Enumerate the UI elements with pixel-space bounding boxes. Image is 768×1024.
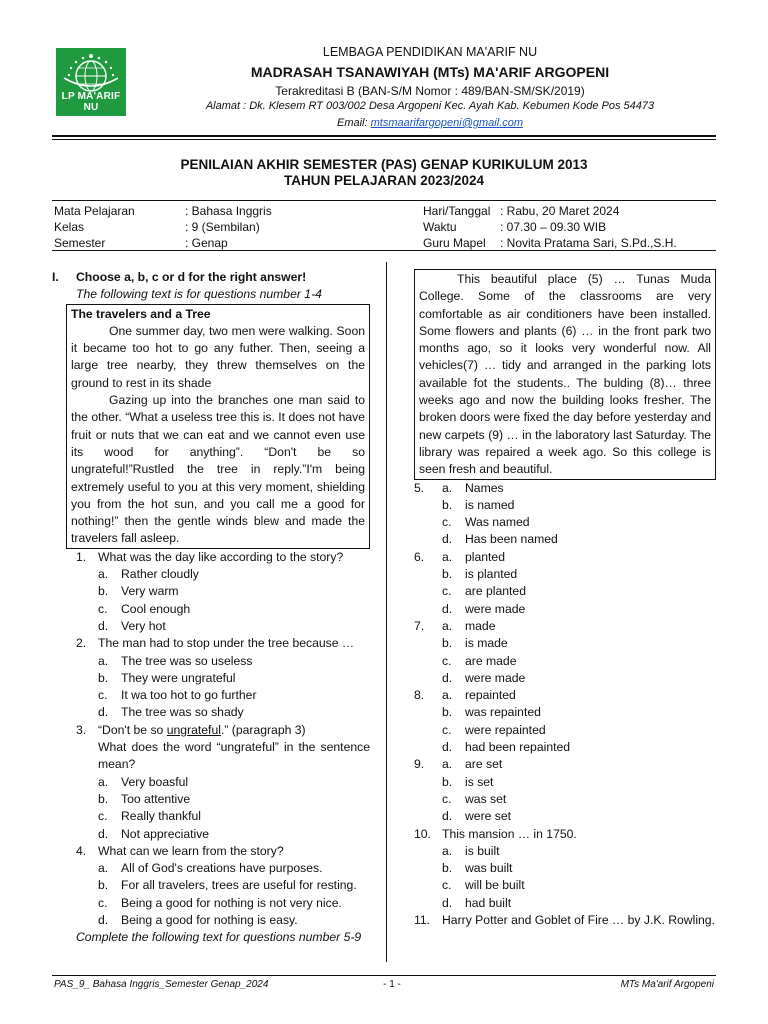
header-rule bbox=[52, 135, 716, 137]
option[interactable]: b. Very warm bbox=[98, 584, 179, 599]
option[interactable]: c. Was named bbox=[442, 515, 530, 530]
story-paragraph-1: One summer day, two men were walking. Soon it became too hot to go any futher. Then, seeing a large tree nearby, they threw themselves on the ground to rest in its shade bbox=[71, 323, 365, 390]
option[interactable]: 7. a. made bbox=[414, 618, 716, 635]
info-rule-top bbox=[52, 200, 716, 201]
class-label: Kelas bbox=[54, 220, 85, 234]
info-rule-bottom bbox=[52, 250, 716, 251]
question-number: 8. bbox=[414, 688, 425, 703]
exam-year: TAHUN PELAJARAN 2023/2024 bbox=[283, 173, 485, 188]
question-text: This mansion … in 1750. bbox=[442, 826, 577, 841]
section-instruction: Choose a, b, c or d for the right answer! bbox=[76, 270, 307, 284]
time-label: Waktu bbox=[423, 220, 457, 234]
info-values-left bbox=[185, 203, 272, 251]
option[interactable]: a. Rather cloudly bbox=[98, 567, 199, 582]
address: Alamat : Dk. Klesem RT 003/002 Desa Argopeni Kec. Ayah Kab. Kebumen Kode Pos 54473 bbox=[205, 100, 655, 112]
accreditation: Terakreditasi B (BAN-S/M Nomor : 489/BAN-SM/SK/2019) bbox=[275, 84, 585, 98]
option[interactable]: a. is built bbox=[442, 843, 500, 858]
question-2 bbox=[52, 635, 370, 721]
option[interactable]: c. Really thankful bbox=[98, 809, 201, 824]
email-label: Email: bbox=[336, 117, 368, 129]
option[interactable]: c. Cool enough bbox=[98, 601, 191, 616]
info-labels-left bbox=[54, 203, 135, 251]
question-number: 11. bbox=[414, 912, 431, 927]
option[interactable]: 8. a. repainted bbox=[414, 687, 716, 704]
info-values-right bbox=[500, 203, 677, 251]
institution-name: LEMBAGA PENDIDIKAN MA'ARIF NU bbox=[322, 45, 538, 59]
passage2-note: Complete the following text for questions number 5-9 bbox=[76, 930, 362, 945]
option[interactable]: c. are made bbox=[442, 653, 517, 668]
school-logo bbox=[56, 48, 126, 116]
question-9 bbox=[414, 756, 716, 825]
option[interactable]: b. is planted bbox=[442, 567, 518, 582]
footer-right: MTs Ma'arif Argopeni bbox=[620, 979, 714, 990]
story-passage-box bbox=[66, 304, 370, 549]
class-value: : 9 (Sembilan) bbox=[185, 220, 260, 234]
right-column bbox=[414, 269, 716, 929]
option[interactable]: c. are planted bbox=[442, 584, 526, 599]
option[interactable]: a. Very boasful bbox=[98, 774, 189, 789]
header-rule-thin bbox=[52, 139, 716, 140]
question-number: 4. bbox=[76, 843, 87, 858]
section-heading bbox=[52, 269, 370, 286]
college-passage-box bbox=[414, 269, 716, 480]
option[interactable]: d. Has been named bbox=[442, 532, 558, 547]
section-number: I. bbox=[52, 270, 59, 284]
subject-value: : Bahasa Inggris bbox=[185, 204, 272, 218]
underlined-word: ungrateful bbox=[166, 722, 221, 737]
question-3: 3. “Don't be so ungrateful.” (paragraph 3) What does the word “ungrateful” in the sentence mean? a. Very boasful b. Too attentive c. Really thankful d. Not appreciative bbox=[52, 722, 370, 843]
exam-title: PENILAIAN AKHIR SEMESTER (PAS) GENAP KURIKULUM 2013 bbox=[180, 157, 588, 172]
date-value: : Rabu, 20 Maret 2024 bbox=[500, 204, 620, 218]
question-text: What does the word “ungrateful” in the sentence mean? bbox=[98, 740, 370, 772]
option[interactable]: a. The tree was so useless bbox=[98, 653, 253, 668]
option[interactable]: c. will be built bbox=[442, 878, 525, 893]
page-number: - 1 - bbox=[383, 979, 401, 990]
college-paragraph: This beautiful place (5) … Tunas Muda College. Some of the classrooms are very comfortable as air conditioners have been installed. Some flowers and plants (6) … in the front park two months ago, so it looks very wonderful now. All vehicles(7) … tidy and arranged in the parking lots available fot the students.. The bulding (8)… three weeks ago and now the building looks fresher. The broken doors were fixed the day before yesterday and new carpets (9) … in the laboratory last Saturday. The library was repaired a week ago. So this college is seen fresh and beautiful. bbox=[419, 272, 711, 477]
question-number: 7. bbox=[414, 618, 425, 633]
semester-label: Semester bbox=[54, 236, 106, 250]
school-name: MADRASAH TSANAWIYAH (MTs) MA'ARIF ARGOPENI bbox=[250, 64, 610, 80]
question-1 bbox=[52, 549, 370, 635]
option[interactable]: d. Very hot bbox=[98, 618, 166, 633]
option[interactable]: 9. a. are set bbox=[414, 756, 716, 773]
subject-label: Mata Pelajaran bbox=[54, 204, 135, 218]
question-number: 9. bbox=[414, 757, 425, 772]
passage1-note: The following text is for questions number 1-4 bbox=[76, 287, 322, 302]
footer-left: PAS_9_ Bahasa Inggris_Semester Genap_2024 bbox=[54, 979, 269, 990]
footer-rule bbox=[52, 975, 716, 976]
date-label: Hari/Tanggal bbox=[423, 204, 491, 218]
option[interactable]: d. Being a good for nothing is easy. bbox=[98, 912, 298, 927]
option[interactable]: b. was built bbox=[442, 861, 513, 876]
semester-value: : Genap bbox=[185, 236, 228, 250]
email-line bbox=[150, 117, 710, 129]
option[interactable]: b. They were ungrateful bbox=[98, 670, 236, 685]
story-title: The travelers and a Tree bbox=[71, 306, 211, 321]
question-8 bbox=[414, 687, 716, 756]
option[interactable]: b. is set bbox=[442, 774, 494, 789]
question-5 bbox=[414, 480, 716, 549]
option[interactable]: c. was set bbox=[442, 791, 507, 806]
option[interactable]: a. All of God's creations have purposes. bbox=[98, 861, 323, 876]
option[interactable]: d. were made bbox=[442, 670, 526, 685]
teacher-value: : Novita Pratama Sari, S.Pd.,S.H. bbox=[500, 236, 677, 250]
info-labels-right bbox=[423, 203, 490, 251]
logo-caption: LP MA'ARIF NU bbox=[61, 91, 121, 113]
option[interactable]: d. had built bbox=[442, 895, 512, 910]
time-value: : 07.30 – 09.30 WIB bbox=[500, 220, 607, 234]
question-number: 3. bbox=[76, 722, 87, 737]
option[interactable]: b. was repainted bbox=[442, 705, 541, 720]
story-paragraph-2: Gazing up into the branches one man said to the other. “What a useless tree this is. It does not have fruit or nuts that we can eat and we cannot even use its wood for anything”. “Don't be so ungrateful!”Rustled the tree in reply.”I'm being extremely useful to you at this very moment, shielding you from the hot sun, and you call me a good for nothing!” then the gentle winds blew and made the travelers fall asleep. bbox=[71, 393, 366, 546]
option[interactable]: b. is named bbox=[442, 497, 515, 512]
teacher-label: Guru Mapel bbox=[423, 236, 486, 250]
question-number: 10. bbox=[414, 826, 431, 841]
question-text: Harry Potter and Goblet of Fire … by J.K. Rowling. bbox=[442, 912, 715, 927]
option[interactable]: 5. a. Names bbox=[414, 480, 716, 497]
question-number: 2. bbox=[76, 636, 87, 651]
option[interactable]: b. is made bbox=[442, 636, 508, 651]
option[interactable]: c. It wa too hot to go further bbox=[98, 688, 257, 703]
option[interactable]: b. For all travelers, trees are useful for resting. bbox=[98, 878, 357, 893]
question-number: 6. bbox=[414, 549, 425, 564]
column-divider bbox=[386, 262, 387, 962]
option[interactable]: d. had been repainted bbox=[442, 740, 571, 755]
option[interactable]: b. Too attentive bbox=[98, 791, 191, 806]
question-text: What was the day like according to the story? bbox=[98, 549, 344, 564]
question-number: 1. bbox=[76, 549, 87, 564]
left-column bbox=[52, 269, 370, 947]
question-11 bbox=[414, 912, 716, 929]
question-10 bbox=[414, 826, 716, 912]
question-7 bbox=[414, 618, 716, 687]
email-link[interactable]: mtsmaarifargopeni@gmail.com bbox=[370, 117, 523, 129]
question-text: The man had to stop under the tree because … bbox=[98, 636, 355, 651]
option[interactable]: 6. a. planted bbox=[414, 549, 716, 566]
question-number: 5. bbox=[414, 480, 425, 495]
option[interactable]: c. Being a good for nothing is not very nice. bbox=[98, 895, 342, 910]
question-4 bbox=[52, 843, 370, 929]
option[interactable]: d. were set bbox=[442, 809, 512, 824]
option[interactable]: c. were repainted bbox=[442, 722, 546, 737]
option[interactable]: d. The tree was so shady bbox=[98, 705, 244, 720]
question-6 bbox=[414, 549, 716, 618]
option[interactable]: d. Not appreciative bbox=[98, 826, 210, 841]
option[interactable]: d. were made bbox=[442, 601, 526, 616]
question-text: What can we learn from the story? bbox=[98, 843, 284, 858]
